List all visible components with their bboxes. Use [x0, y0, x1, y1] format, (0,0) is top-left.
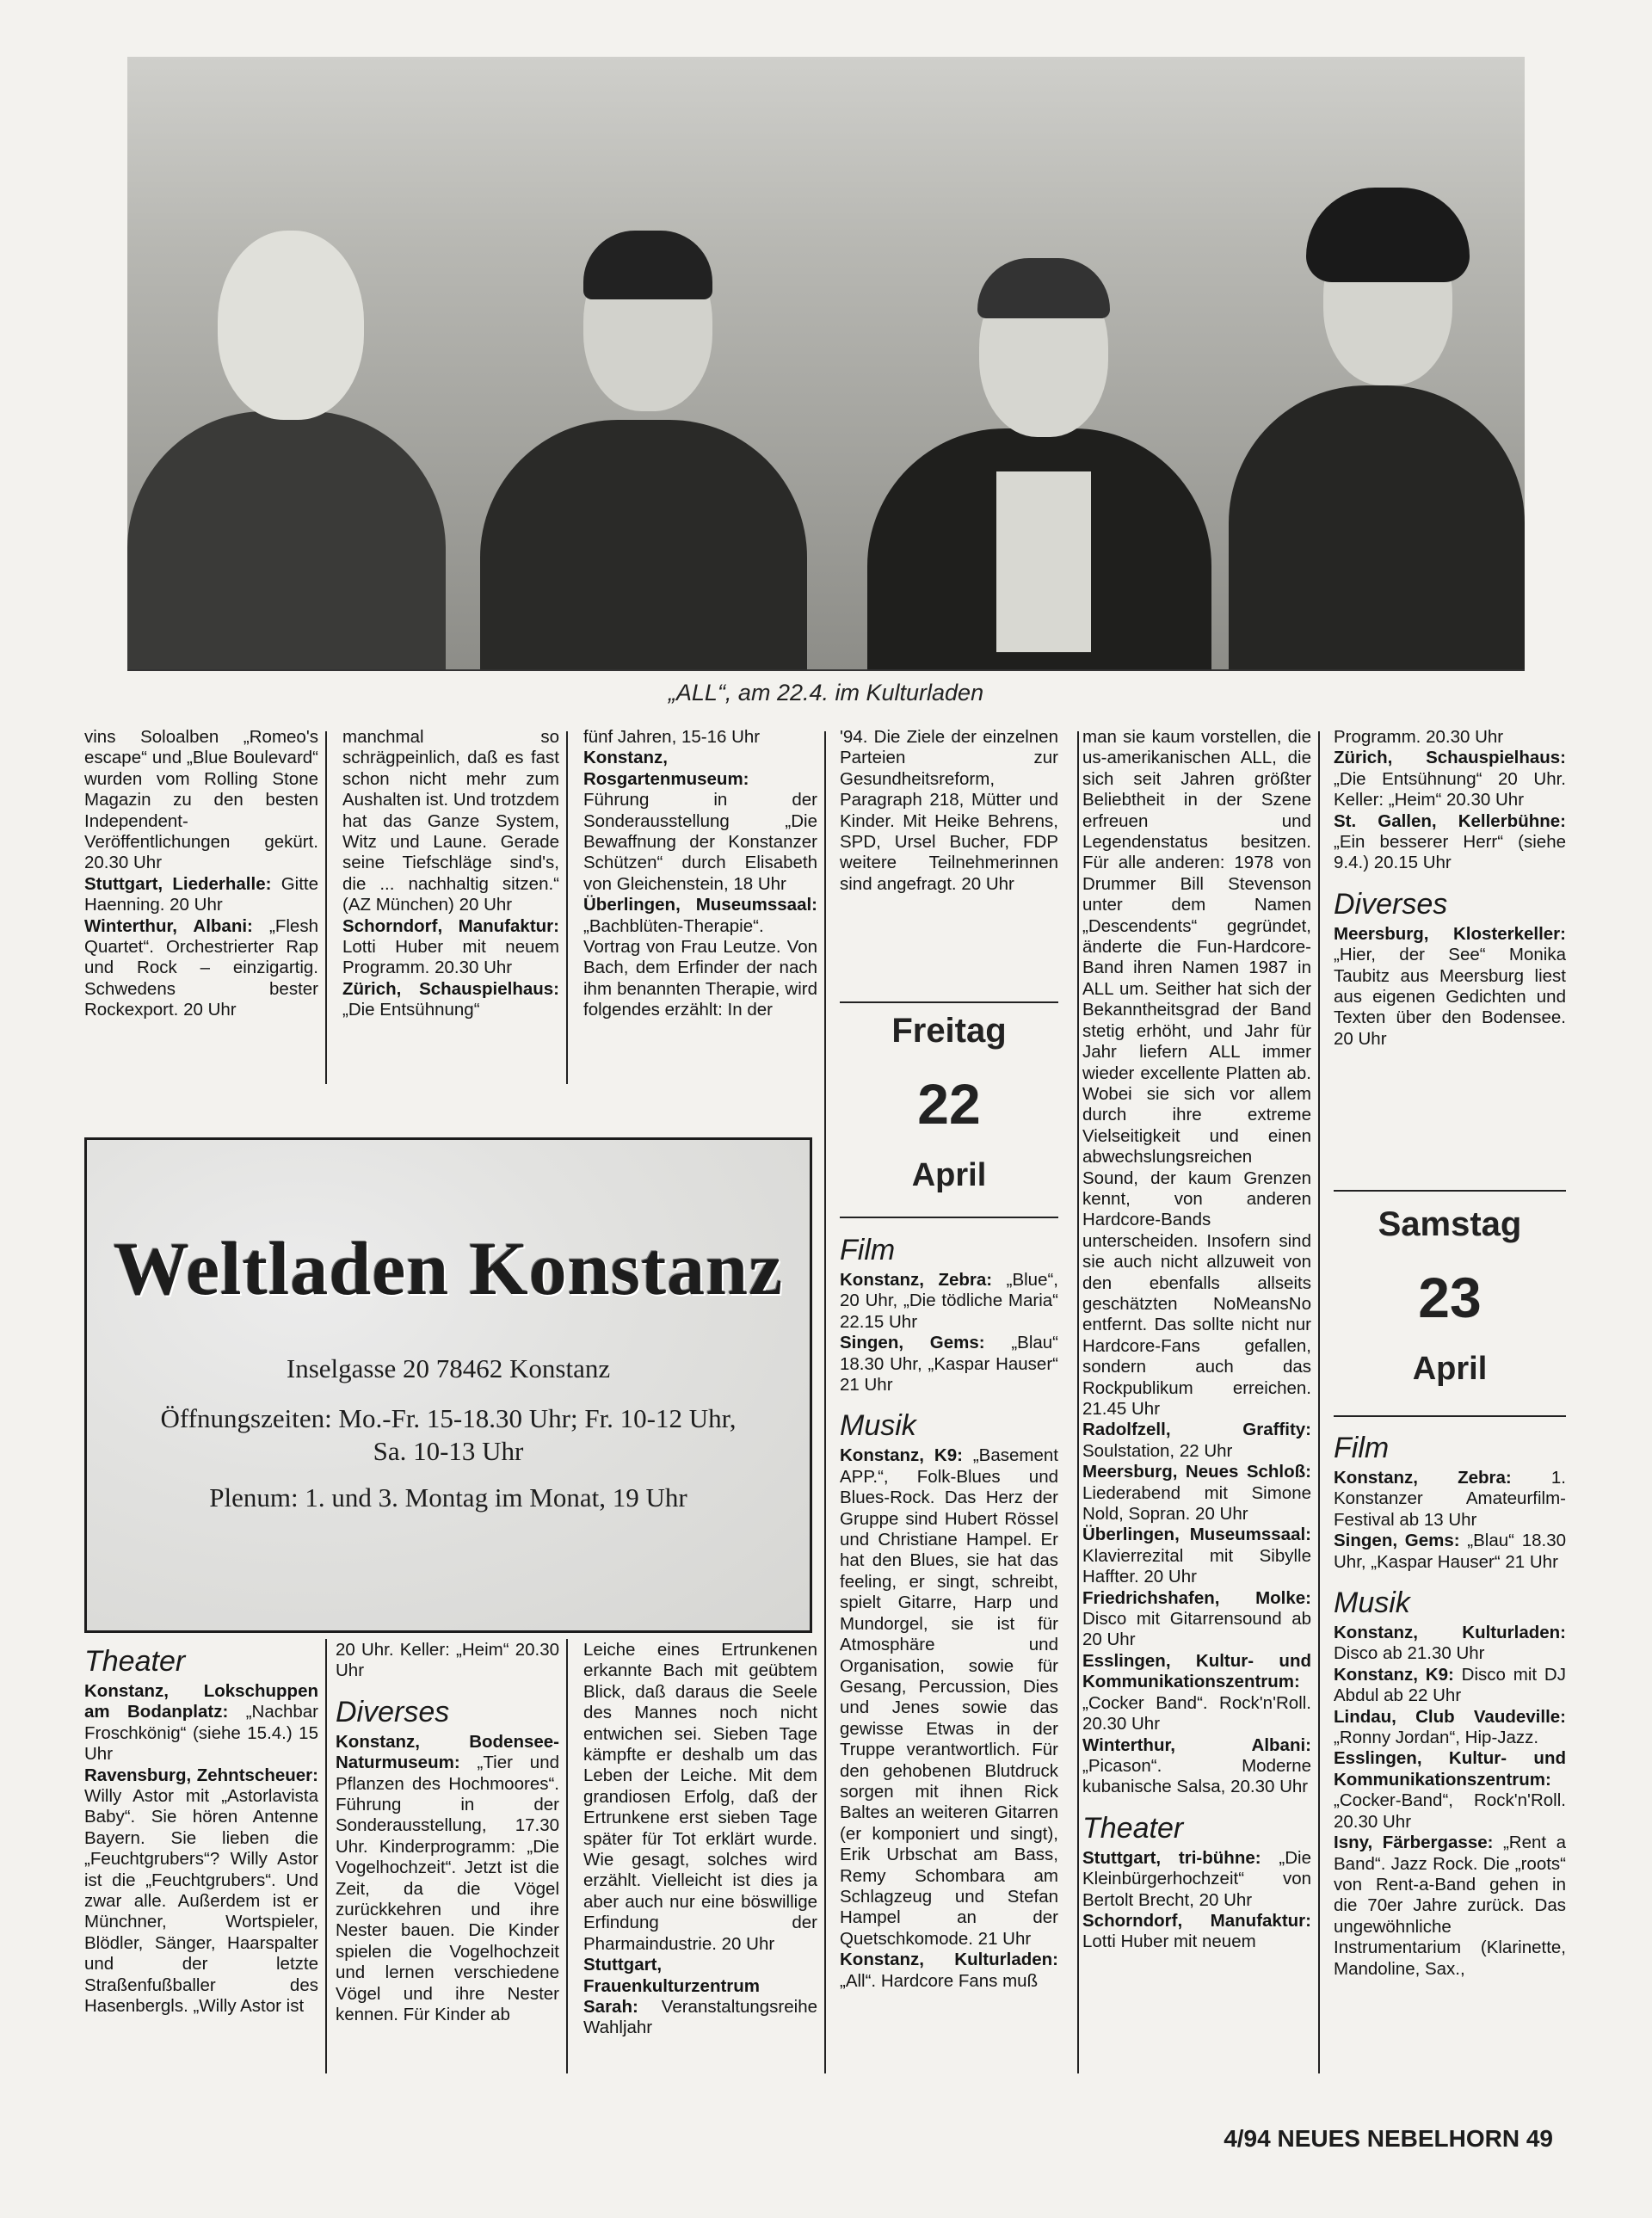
- venue-name: Ravensburg, Zehntscheuer:: [84, 1765, 318, 1785]
- event-listing: [1334, 748, 1566, 810]
- event-listing: [1334, 1468, 1566, 1531]
- venue-name: Konstanz, Rosgartenmuseum:: [583, 748, 749, 789]
- venue-name: Isny, Färbergasse:: [1334, 1833, 1494, 1853]
- event-listing: [1334, 924, 1566, 1050]
- event-listing: [1334, 1833, 1566, 1980]
- article-column-3-bottom: [583, 1640, 817, 2039]
- event-text: „Ein besserer Herr“ (siehe 9.4.) 20.15 Uhr: [1334, 832, 1566, 873]
- event-listing: [84, 727, 318, 874]
- event-text: Soulstation, 22 Uhr: [1082, 1440, 1233, 1461]
- ad-address: Inselgasse 20 78462 Konstanz: [286, 1353, 611, 1383]
- event-listing: [1334, 1707, 1566, 1749]
- event-text: „Tier und Pflanzen des Hochmoores“. Führung in der Sonderausstellung, 17.30 Uhr. Kinderprogramm: „Die Vogelhochzeit“. Jetzt ist die Zeit, da die Vögel zurückkehren und ihre Nester bauen. Die Kinder spielen die Vogelhochzeit und lernen verschiedene Vögel und ihre Nester kennen. Für Kinder ab: [336, 1753, 559, 2025]
- event-text: „Bachblüten-Therapie“. Vortrag von Frau Leutze. Von Bach, dem Erfinder der nach ihm benannten Therapie, wird folgendes erzählt: In der: [583, 915, 817, 1020]
- venue-name: Konstanz, K9:: [840, 1445, 963, 1466]
- article-column-6-events: [1334, 1418, 1566, 1980]
- event-text: Liederabend mit Simone Nold, Sopran. 20 Uhr: [1082, 1482, 1311, 1525]
- event-listing: [1082, 1848, 1311, 1911]
- ad-title: Weltladen Konstanz: [113, 1228, 784, 1311]
- event-text: Programm. 20.30 Uhr: [1334, 727, 1504, 747]
- month-label: April: [1412, 1351, 1488, 1387]
- event-text: Gitte Haenning. 20 Uhr: [84, 873, 318, 915]
- event-listing: [84, 1681, 318, 1765]
- weltladen-advertisement: [84, 1137, 812, 1633]
- article-column-2: [342, 727, 559, 1021]
- event-text: man sie kaum vorstellen, die us-amerikanischen ALL, die sich seit Jahren größter Beliebtheit in der Szene erfreuen und Legendenstatus besitzen. Für alle anderen: 1978 von Drummer Bill Stevenson unter dem Namen „Descendents“ gegründet, änderte die Fun-Hardcore-Band ihren Namen 1987 in ALL um. Seither hat sich der Bekanntheitsgrad der Band stetig erhöht, und Jahr für Jahr liefern ALL immer wieder excellente Platten ab. Wobei sie sich vor allem durch ihre extreme Vielseitigkeit und einen abwechslungsreichen Sound, der kaum Grenzen kennt, von anderen Hardcore-Bands unterscheiden. Insofern sind sie auch nicht allzuweit von den ebenfalls allseits geschätzten NoMeansNo entfernt. Das sollte nicht nur Hardcore-Fans gefallen, sondern auch das Rockpublikum erreichen. 21.45 Uhr: [1082, 727, 1311, 1419]
- venue-name: Meersburg, Neues Schloß:: [1082, 1462, 1311, 1482]
- event-listing: [342, 916, 559, 979]
- event-text: manchmal so schrägpeinlich, daß es fast schon nicht mehr zum Aushalten ist. Und trotzdem hat das Ganze System, Witz und Laune. Gerade seine Tiefschläge sind's, die ... nachhaltig sitzen.“ (AZ München) 20 Uhr: [342, 727, 559, 915]
- event-text: „Hier, der See“ Monika Taubitz aus Meersburg liest aus eigenen Gedichten und Texten über den Bodensee. 20 Uhr: [1334, 945, 1566, 1049]
- event-listing: [840, 1950, 1058, 1992]
- section-heading: Theater: [84, 1645, 186, 1678]
- event-listing: [1082, 1651, 1311, 1735]
- month-label: April: [911, 1157, 987, 1193]
- venue-name: Konstanz, Zebra:: [840, 1270, 993, 1290]
- event-listing: [84, 916, 318, 1021]
- date-rule: [1334, 1415, 1566, 1417]
- event-text: fünf Jahren, 15-16 Uhr: [583, 727, 761, 747]
- event-text: „Basement APP.“, Folk-Blues und Blues-Rock. Das Herz der Gruppe sind Hubert Rössel und Christiane Hampel. Er hat den Blues, sie hat das feeling, er singt, schreibt, spielt Gitarre, Harp und Mundorgel, sie ist für Atmosphäre und Organisation, sowie für Gesang, Percussion, Dies und Jenes sowie das gewisse Etwas in der Truppe verantwortlich. Für den gehobenen Blutdruck sorgen mit ihnen Rick Baltes an weiteren Gitarren (er komponiert und singt), Erik Urbschat am Bass, Remy Schombara am Schlagzeug und Stefan Hampel an der Quetschkomode. 21 Uhr: [840, 1445, 1058, 1949]
- event-text: Lotti Huber mit neuem: [1082, 1932, 1256, 1952]
- event-text: Klavierrezital mit Sibylle Haffter. 20 Uhr: [1082, 1545, 1311, 1587]
- event-listing: [583, 895, 817, 1020]
- venue-name: Winterthur, Albani:: [84, 915, 253, 936]
- page-footer: 4/94 NEUES NEBELHORN 49: [1224, 2125, 1553, 2152]
- venue-name: Stuttgart, Frauenkulturzentrum Sarah:: [583, 1955, 761, 2017]
- event-text: Disco ab 21.30 Uhr: [1334, 1643, 1485, 1664]
- event-listing: [583, 748, 817, 895]
- event-listing: [1334, 1665, 1566, 1707]
- event-listing: [583, 1640, 817, 1955]
- event-text: „Ronny Jordan“, Hip-Jazz.: [1334, 1728, 1539, 1748]
- event-listing: [1334, 1748, 1566, 1833]
- event-listing: [840, 1270, 1058, 1333]
- section-heading: Film: [840, 1234, 896, 1266]
- weekday-label: Samstag: [1378, 1205, 1522, 1243]
- date-rule: [1334, 1190, 1566, 1192]
- event-listing: [1082, 1588, 1311, 1651]
- column-rule: [824, 731, 826, 2073]
- venue-name: St. Gallen, Kellerbühne:: [1334, 810, 1566, 831]
- section-heading: Diverses: [336, 1695, 450, 1728]
- band-member-1: [127, 196, 446, 671]
- event-text: „Die Kleinbürgerhochzeit“ von Bertolt Brecht, 20 Uhr: [1082, 1847, 1311, 1910]
- date-rule: [840, 1217, 1058, 1218]
- band-member-4: [1229, 162, 1525, 671]
- event-listing: [336, 1732, 559, 2026]
- event-text: „Die Entsühnung“: [342, 1000, 480, 1020]
- column-rule: [1318, 731, 1320, 2073]
- event-text: Führung in der Sonderausstellung „Die Bewaffnung der Konstanzer Schützen“ durch Elisabeth von Gleichenstein, 18 Uhr: [583, 790, 817, 894]
- article-column-6: [1334, 727, 1566, 1050]
- section-heading: Musik: [1334, 1586, 1410, 1620]
- event-text: „Blau“ 18.30 Uhr, „Kaspar Hauser“ 21 Uhr: [1334, 1531, 1566, 1572]
- venue-name: Schorndorf, Manufaktur:: [1082, 1910, 1311, 1931]
- event-listing: [84, 1765, 318, 2018]
- ad-opening-hours: Öffnungszeiten: Mo.-Fr. 15-18.30 Uhr; Fr. 10-12 Uhr,: [160, 1403, 737, 1433]
- article-column-3: [583, 727, 817, 1021]
- venue-name: Esslingen, Kultur- und Kommunikationszentrum:: [1334, 1748, 1566, 1790]
- event-text: Lotti Huber mit neuem Programm. 20.30 Uhr: [342, 937, 559, 978]
- weekday-label: Freitag: [891, 1012, 1007, 1050]
- venue-name: Überlingen, Museumssaal:: [583, 895, 817, 915]
- event-listing: [840, 1445, 1058, 1950]
- event-text: „Nachbar Froschkönig“ (siehe 15.4.) 15 Uhr: [84, 1702, 318, 1765]
- event-text: Veranstaltungsreihe Wahljahr: [583, 1996, 817, 2038]
- venue-name: Esslingen, Kultur- und Kommunikationszentrum:: [1082, 1650, 1311, 1692]
- ad-opening-hours-saturday: Sa. 10-13 Uhr: [373, 1436, 524, 1466]
- event-text: „Flesh Quartet“. Orchestrierter Rap und Rock – einzigartig. Schwedens bester Rockexport. 20 Uhr: [84, 915, 318, 1020]
- venue-name: Konstanz, K9:: [1334, 1664, 1454, 1685]
- column-rule: [325, 731, 327, 1084]
- venue-name: Konstanz, Zebra:: [1334, 1468, 1512, 1488]
- photo-caption: „ALL“, am 22.4. im Kulturladen: [668, 680, 984, 705]
- article-column-1: [84, 727, 318, 1021]
- venue-name: Konstanz, Bodensee-Naturmuseum:: [336, 1731, 559, 1773]
- event-text: vins Soloalben „Romeo's escape“ und „Blue Boulevard“ wurden vom Rolling Stone Magazin zu den besten Independent-Veröffentlichungen gekürt. 20.30 Uhr: [84, 727, 318, 873]
- article-column-4-events: [840, 1220, 1058, 1992]
- event-text: „Rent a Band“. Jazz Rock. Die „roots“ von Rent-a-Band gehen in die 70er Jahre zurück. Das ungewöhnliche Instrumentarium (Klarinette, Mandoline, Sax.,: [1334, 1833, 1566, 1979]
- venue-name: Singen, Gems:: [1334, 1531, 1460, 1551]
- section-heading: Diverses: [1334, 887, 1448, 921]
- venue-name: Friedrichshafen, Molke:: [1082, 1587, 1311, 1608]
- event-listing: [583, 727, 817, 748]
- article-column-1-bottom: [84, 1631, 318, 2018]
- event-text: 20 Uhr. Keller: „Heim“ 20.30 Uhr: [336, 1640, 559, 1681]
- article-column-5: [1082, 727, 1311, 1953]
- column-rule: [1077, 731, 1079, 2073]
- event-text: '94. Die Ziele der einzelnen Parteien zur Gesundheitsreform, Paragraph 218, Mütter und Kinder. Mit Heike Behrens, SPD, Ursel Bucher, FDP weitere Teilnehmerinnen sind angefragt. 20 Uhr: [840, 727, 1058, 894]
- event-listing: [1082, 1420, 1311, 1462]
- column-rule: [566, 1639, 568, 2073]
- event-text: „Cocker Band“. Rock'n'Roll. 20.30 Uhr: [1082, 1692, 1311, 1734]
- section-heading: Film: [1334, 1432, 1390, 1464]
- event-listing: [1082, 727, 1311, 1420]
- day-number: 23: [1418, 1266, 1482, 1329]
- event-text: Willy Astor mit „Astorlavista Baby“. Sie hören Antenne Bayern. Sie lieben die „Feuchtgrubers“? Willy Astor ist die „Feuchtgrubers“. Und zwar alle. Außerdem ist er Münchner, Wortspieler, Blödler, Sänger, Haarspalter und der letzte Straßenfußballer des Hasenbergls. „Willy Astor ist: [84, 1786, 318, 2017]
- venue-name: Singen, Gems:: [840, 1333, 985, 1353]
- event-listing: [583, 1955, 817, 2039]
- column-rule: [325, 1639, 327, 2073]
- venue-name: Meersburg, Klosterkeller:: [1334, 923, 1566, 944]
- venue-name: Konstanz, Lokschuppen am Bodanplatz:: [84, 1681, 318, 1722]
- event-text: Leiche eines Ertrunkenen erkannte Bach mit geübtem Blick, daß daraus die Seele des Mannes noch nicht entwichen sei. Sieben Tage kämpfte er deshalb um das Leben der Leiche. Mit dem grandiosen Erfolg, daß der Ertrunkene erst sieben Tage später für Tot erklärt wurde. Wie gesagt, solches wird erzählt. Vielleicht ist dies ja aber auch nur eine böswillige Erfindung der Pharmaindustrie. 20 Uhr: [583, 1640, 817, 1954]
- article-column-4: [840, 727, 1058, 895]
- venue-name: Überlingen, Museumssaal:: [1082, 1525, 1311, 1545]
- event-text: „Blau“ 18.30 Uhr, „Kaspar Hauser“ 21 Uhr: [840, 1333, 1058, 1395]
- event-listing: [1334, 727, 1566, 748]
- venue-name: Lindau, Club Vaudeville:: [1334, 1706, 1566, 1727]
- event-text: „Blue“, 20 Uhr, „Die tödliche Maria“ 22.15 Uhr: [840, 1270, 1058, 1332]
- venue-name: Stuttgart, Liederhalle:: [84, 873, 272, 894]
- event-text: „All“. Hardcore Fans muß: [840, 1970, 1039, 1991]
- event-listing: [1334, 1623, 1566, 1665]
- band-member-2: [480, 213, 807, 671]
- section-heading: Theater: [1082, 1811, 1184, 1845]
- venue-name: Zürich, Schauspielhaus:: [1334, 748, 1566, 768]
- event-text: Disco mit DJ Abdul ab 22 Uhr: [1334, 1664, 1566, 1706]
- ad-plenum: Plenum: 1. und 3. Montag im Monat, 19 Uhr: [209, 1482, 687, 1513]
- event-listing: [84, 874, 318, 916]
- article-column-2-bottom: [336, 1640, 559, 2026]
- event-listing: [342, 979, 559, 1021]
- event-text: „Cocker-Band“, Rock'n'Roll. 20.30 Uhr: [1334, 1790, 1566, 1832]
- event-listing: [1334, 1531, 1566, 1573]
- event-listing: [840, 727, 1058, 895]
- date-rule: [840, 1001, 1058, 1003]
- event-text: „Die Entsühnung“ 20 Uhr. Keller: „Heim“ 20.30 Uhr: [1334, 768, 1566, 810]
- event-text: „Picason“. Moderne kubanische Salsa, 20.30 Uhr: [1082, 1755, 1311, 1797]
- venue-name: Schorndorf, Manufaktur:: [342, 915, 559, 936]
- event-listing: [1082, 1525, 1311, 1587]
- date-heading-friday: [840, 1005, 1058, 1199]
- band-photo: [127, 57, 1525, 671]
- event-listing: [840, 1333, 1058, 1395]
- day-number: 22: [917, 1072, 981, 1136]
- venue-name: Stuttgart, tri-bühne:: [1082, 1847, 1261, 1868]
- venue-name: Konstanz, Kulturladen:: [1334, 1623, 1566, 1643]
- event-listing: [336, 1640, 559, 1682]
- event-listing: [1082, 1911, 1311, 1953]
- event-listing: [1334, 811, 1566, 874]
- event-listing: [342, 727, 559, 916]
- venue-name: Konstanz, Kulturladen:: [840, 1950, 1058, 1970]
- event-listing: [1082, 1462, 1311, 1525]
- venue-name: Winterthur, Albani:: [1082, 1734, 1311, 1755]
- event-text: 1. Konstanzer Amateurfilm-Festival ab 13 Uhr: [1334, 1468, 1566, 1530]
- date-heading-saturday: [1334, 1198, 1566, 1393]
- venue-name: Radolfzell, Graffity:: [1082, 1420, 1311, 1440]
- section-heading: Musik: [840, 1409, 916, 1443]
- band-member-3: [867, 248, 1211, 671]
- venue-name: Zürich, Schauspielhaus:: [342, 978, 559, 999]
- column-rule: [566, 731, 568, 1084]
- event-text: Disco mit Gitarrensound ab 20 Uhr: [1082, 1609, 1311, 1650]
- event-listing: [1082, 1735, 1311, 1798]
